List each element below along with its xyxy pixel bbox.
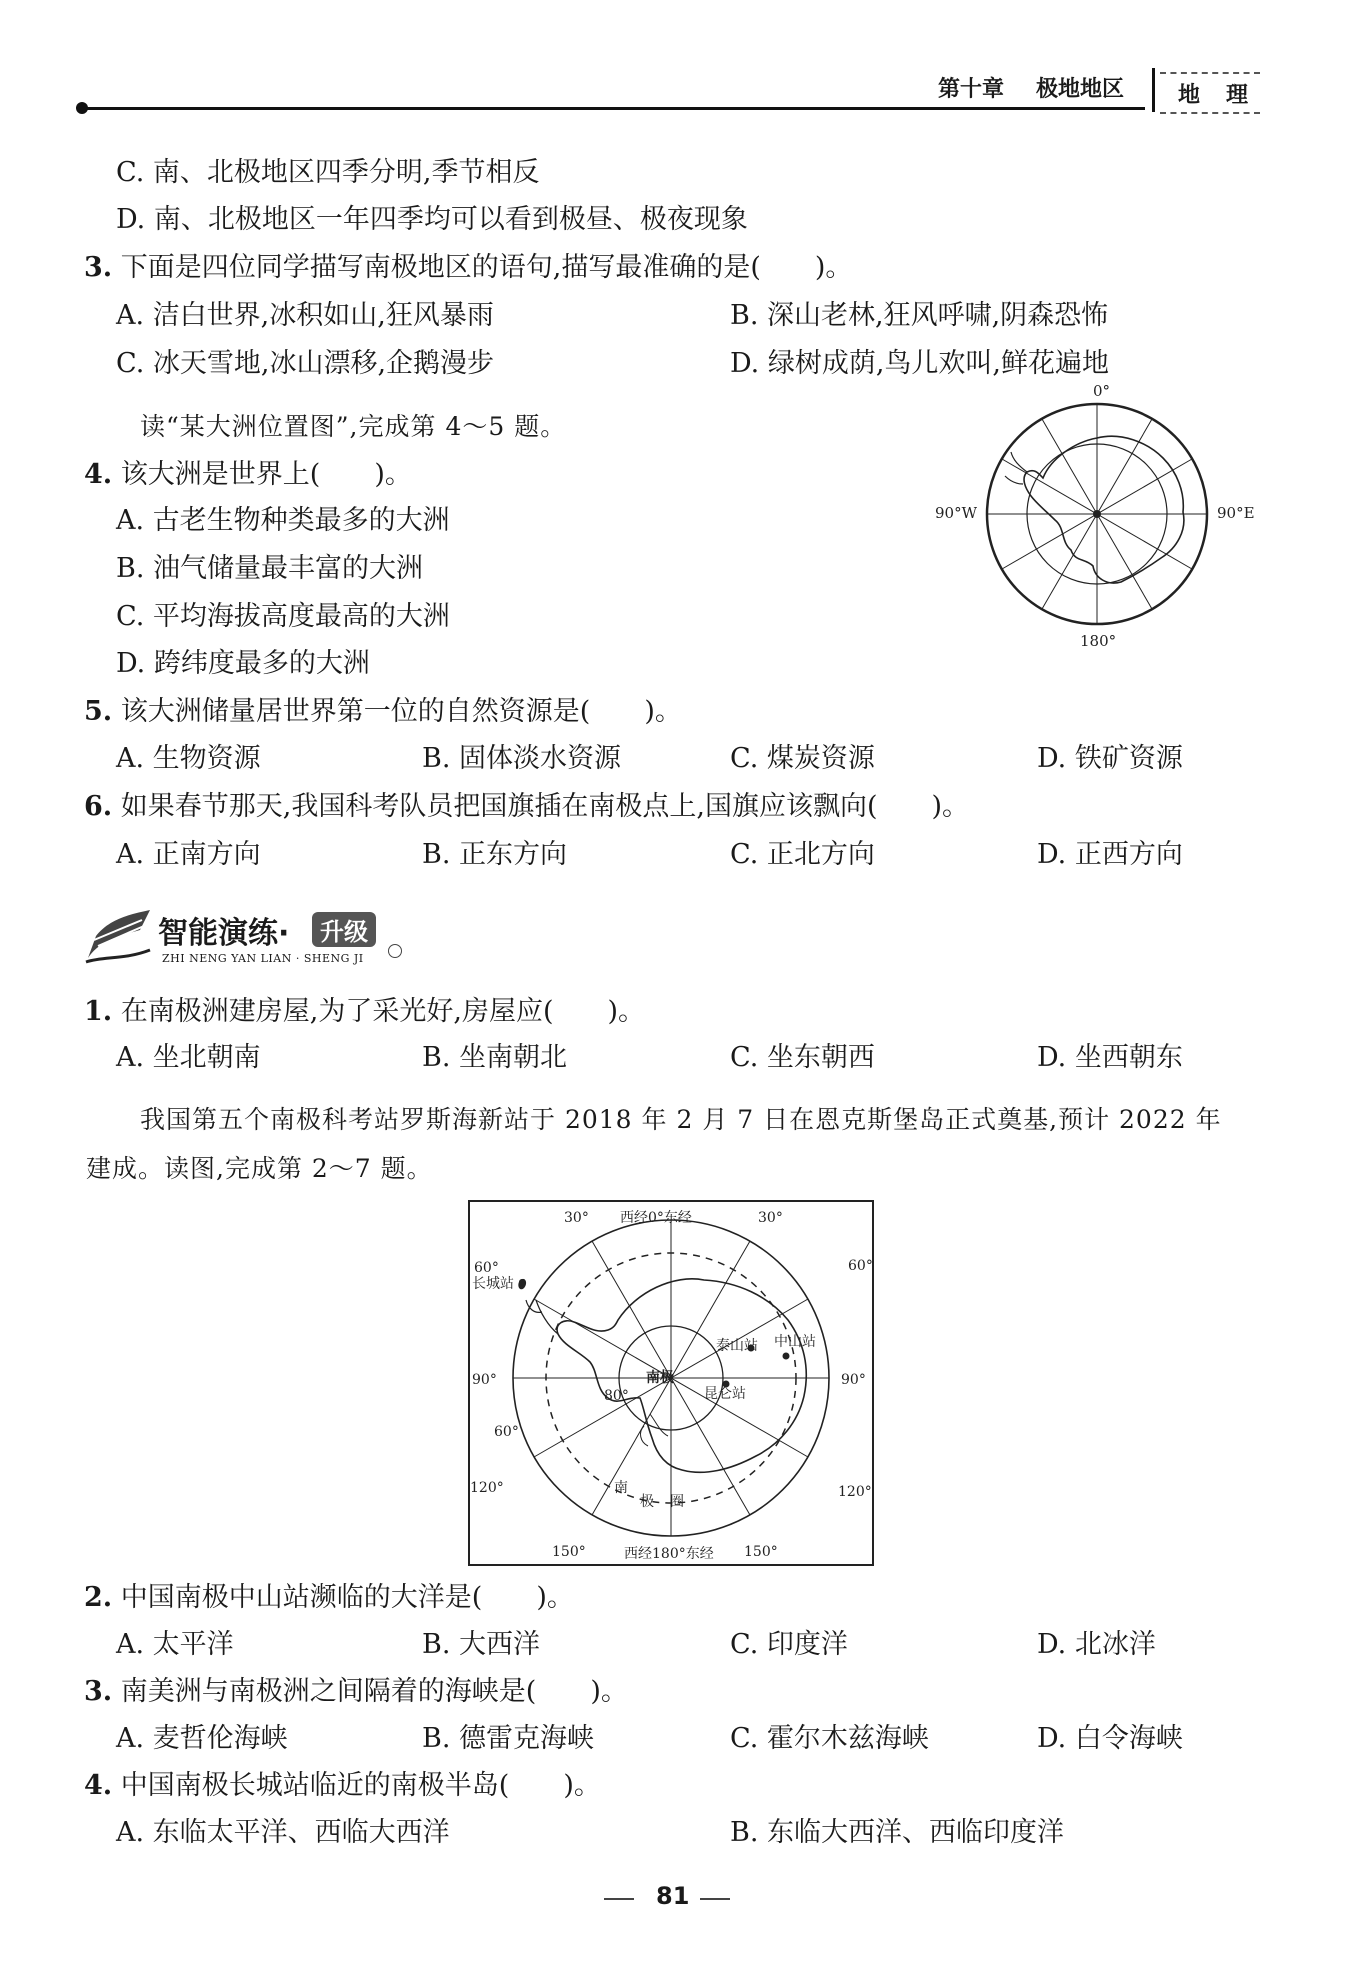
question-number: 1. [84,996,113,1027]
subject-char-2: 理 [1226,83,1249,108]
label-90w: 90°W [935,504,978,522]
page-number: 81 [656,1882,690,1910]
label-180: 180° [1080,632,1117,650]
question-number: 3. [84,1676,113,1707]
page-dash-right [700,1898,730,1900]
label-60-right: 60° [848,1258,873,1274]
reading-passage-line-1: 我国第五个南极科考站罗斯海新站于 2018 年 2 月 7 日在恩克斯堡岛正式奠基,预计 2022 年 [140,1105,1222,1134]
question-stem: 该大洲储量居世界第一位的自然资源是( )。 [120,696,682,727]
option-b: B. 坐南朝北 [422,1042,568,1073]
question-number: 6. [84,791,113,822]
question-number: 5. [84,696,113,727]
label-120-right: 120° [838,1484,872,1500]
option-a: A. 洁白世界,冰积如山,狂风暴雨 [116,300,494,331]
question-stem: 在南极洲建房屋,为了采光好,房屋应( )。 [120,996,646,1027]
question-number: 2. [84,1582,113,1613]
option-c: C. 南、北极地区四季分明,季节相反 [116,157,540,188]
label-south-pole: 南极 [646,1370,674,1386]
label-30-left: 30° [564,1210,589,1226]
option-a: A. 正南方向 [116,839,261,870]
option-c: C. 冰天雪地,冰山漂移,企鹅漫步 [116,348,495,379]
label-zhongshan: 中山站 [774,1334,816,1350]
option-d: D. 南、北极地区一年四季均可以看到极昼、极夜现象 [116,204,748,235]
label-changcheng: 长城站 [472,1276,514,1292]
question-number: 4. [84,1770,113,1801]
antarctica-station-map [468,1200,874,1566]
option-a: A. 太平洋 [116,1629,234,1660]
label-bottom-meridian: 西经180°东经 [624,1546,714,1562]
page-dash-left [604,1898,634,1900]
header-rule [80,107,1145,110]
south-pole-point [1093,510,1101,518]
question-3 [84,251,852,285]
option-b: B. 德雷克海峡 [422,1723,595,1754]
question-4 [84,458,412,492]
section-ring [388,944,402,958]
label-90-left: 90° [472,1372,497,1388]
option-a: A. 东临太平洋、西临大西洋 [116,1817,450,1848]
section-title: 智能演练· [158,916,290,951]
option-b: B. 深山老林,狂风呼啸,阴森恐怖 [730,300,1109,331]
option-d: D. 白令海峡 [1037,1723,1183,1754]
section-pinyin: ZHI NENG YAN LIAN · SHENG JI [162,952,364,965]
question-5 [84,695,682,729]
continent-polar-map [925,380,1255,650]
option-c: C. 平均海拔高度最高的大洲 [116,601,450,632]
question-2 [84,1581,574,1615]
section-badge: 升级 [312,912,376,947]
question-stem: 下面是四位同学描写南极地区的语句,描写最准确的是( )。 [120,252,853,283]
subject-divider [1152,68,1155,112]
option-b: B. 固体淡水资源 [422,743,622,774]
chapter-title: 极地地区 [1036,77,1125,102]
option-a: A. 坐北朝南 [116,1042,261,1073]
label-kunlun: 昆仑站 [704,1386,746,1402]
option-c: C. 印度洋 [730,1629,848,1660]
changcheng-station-marker [519,1279,525,1285]
label-circle-2: 极 [640,1494,654,1510]
option-d: D. 正西方向 [1037,839,1183,870]
question-stem: 该大洲是世界上( )。 [120,459,412,490]
question-number: 4. [84,459,113,490]
question-stem: 中国南极中山站濒临的大洋是( )。 [120,1582,574,1613]
label-taishan: 泰山站 [716,1338,758,1354]
subject-char-1: 地 [1178,83,1201,108]
option-d: D. 铁矿资源 [1037,743,1183,774]
label-lat-60: 60° [494,1424,519,1440]
reading-instruction: 读“某大洲位置图”,完成第 4～5 题。 [140,412,567,441]
question-stem: 如果春节那天,我国科考队员把国旗插在南极点上,国旗应该飘向( )。 [120,791,970,822]
option-c: C. 霍尔木兹海峡 [730,1723,929,1754]
label-60-left: 60° [474,1260,499,1276]
label-150-left: 150° [552,1544,586,1560]
label-150-right: 150° [744,1544,778,1560]
book-icon [80,900,160,970]
label-circle-3: 圈 [670,1494,684,1510]
option-a: A. 生物资源 [116,743,261,774]
label-top-meridian: 西经0°东经 [620,1210,692,1226]
question-4b [84,1769,601,1803]
option-d: D. 绿树成荫,鸟儿欢叫,鲜花遍地 [730,348,1110,379]
question-stem: 南美洲与南极洲之间隔着的海峡是( )。 [120,1676,628,1707]
question-number: 3. [84,252,113,283]
label-lat-80: 80° [604,1388,629,1404]
label-90-right: 90° [841,1372,866,1388]
zhongshan-station-marker [783,1353,790,1360]
label-30-right: 30° [758,1210,783,1226]
label-90e: 90°E [1217,504,1255,522]
question-1 [84,995,645,1029]
option-c: C. 坐东朝西 [730,1042,875,1073]
option-b: B. 大西洋 [422,1629,541,1660]
option-b: B. 东临大西洋、西临印度洋 [730,1817,1065,1848]
option-b: B. 油气储量最丰富的大洲 [116,553,424,584]
question-stem: 中国南极长城站临近的南极半岛( )。 [120,1770,601,1801]
option-a: A. 古老生物种类最多的大洲 [116,505,450,536]
option-c: C. 煤炭资源 [730,743,875,774]
question-6 [84,790,969,824]
label-120-left: 120° [470,1480,504,1496]
option-d: D. 北冰洋 [1037,1629,1156,1660]
chapter-number: 第十章 [938,77,1005,102]
reading-passage-line-2: 建成。读图,完成第 2～7 题。 [86,1154,433,1183]
option-c: C. 正北方向 [730,839,875,870]
option-d: D. 坐西朝东 [1037,1042,1183,1073]
option-d: D. 跨纬度最多的大洲 [116,648,370,679]
option-a: A. 麦哲伦海峡 [116,1723,288,1754]
question-3b [84,1675,628,1709]
label-circle-1: 南 [614,1480,628,1496]
option-b: B. 正东方向 [422,839,568,870]
label-0: 0° [1093,382,1111,400]
